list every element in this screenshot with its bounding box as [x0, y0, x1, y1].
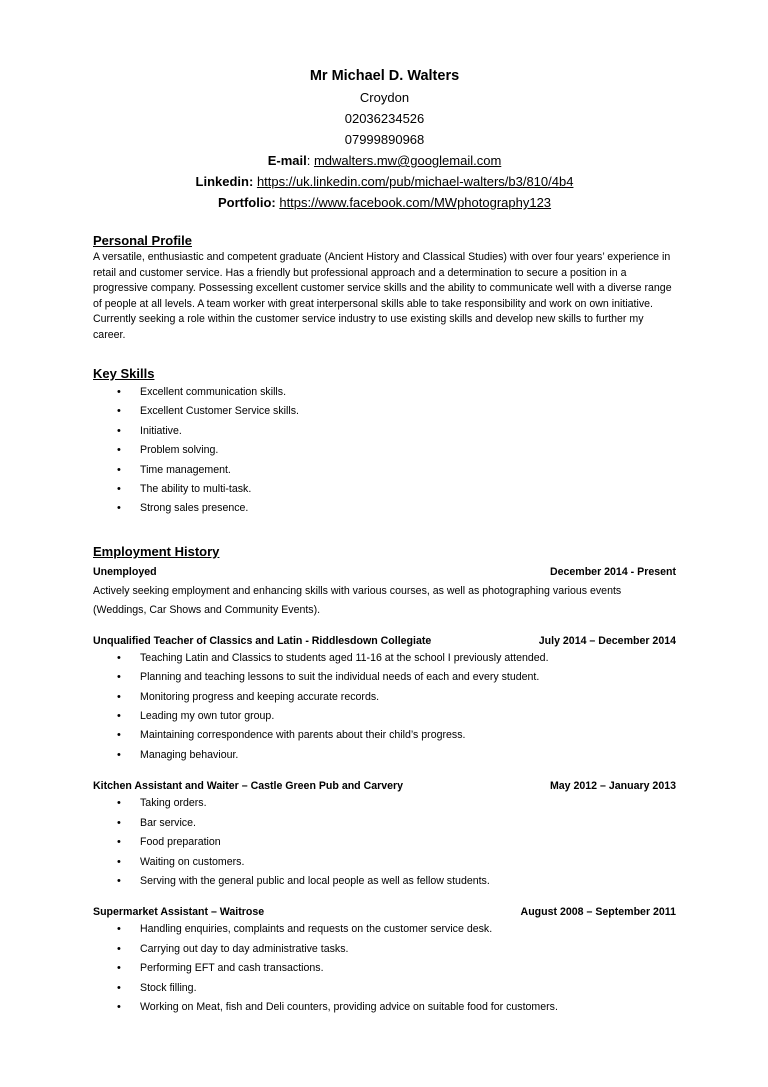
bullet-icon: • [117, 463, 121, 476]
location: Croydon [359, 90, 410, 105]
key-skills-list [93, 383, 676, 519]
duty-item: • Managing behaviour. [93, 746, 676, 765]
bullet-icon: • [117, 483, 121, 496]
bullet-icon: • [117, 671, 121, 684]
phone-landline: 02036234526 [344, 111, 425, 126]
job-dates: December 2014 - Present [549, 565, 676, 578]
job-dates: July 2014 – December 2014 [538, 634, 676, 647]
duty-item: • Waiting on customers. [93, 853, 676, 872]
bullet-icon: • [117, 855, 121, 868]
portfolio-label: Portfolio: [217, 195, 276, 210]
duty-item: • Monitoring progress and keeping accurate records. [93, 688, 676, 707]
bullet-icon: • [117, 942, 121, 955]
bullet-icon: • [117, 874, 121, 887]
job-title: Unqualified Teacher of Classics and Latin - Riddlesdown Collegiate [93, 634, 432, 647]
skill-item: • Initiative. [93, 422, 676, 441]
employment-history-section [93, 544, 676, 1018]
bullet-icon: • [117, 1000, 121, 1013]
bullet-icon: • [117, 836, 121, 849]
bullet-icon: • [117, 962, 121, 975]
portfolio-line [93, 192, 676, 213]
skill-item: • Excellent communication skills. [93, 383, 676, 402]
job-entry-supermarket-assistant [93, 904, 676, 1017]
duty-item: • Serving with the general public and local people as well as fellow students. [93, 872, 676, 891]
bullet-icon: • [117, 729, 121, 742]
duty-item: • Maintaining correspondence with parents about their child’s progress. [93, 726, 676, 745]
duty-item: • Food preparation [93, 833, 676, 852]
duty-item: • Teaching Latin and Classics to students aged 11-16 at the school I previously attended. [93, 649, 676, 668]
bullet-icon: • [117, 690, 121, 703]
bullet-icon: • [117, 651, 121, 664]
job-title: Unemployed [93, 565, 157, 578]
duty-item: • Carrying out day to day administrative tasks. [93, 940, 676, 959]
skill-item: • Excellent Customer Service skills. [93, 402, 676, 421]
job-entry-teacher [93, 633, 676, 765]
bullet-icon: • [117, 981, 121, 994]
bullet-icon: • [117, 424, 121, 437]
job-duties-list [93, 649, 676, 765]
employment-history-heading: Employment History [93, 543, 220, 559]
job-entry-kitchen-assistant [93, 778, 676, 891]
linkedin-line [93, 171, 676, 192]
job-title: Supermarket Assistant – Waitrose [93, 906, 265, 919]
bullet-icon: • [117, 405, 121, 418]
skill-item: • Time management. [93, 461, 676, 480]
duty-item: • Leading my own tutor group. [93, 707, 676, 726]
job-header [93, 633, 676, 649]
phone-mobile: 07999890968 [344, 132, 425, 147]
email-line: E-mail: mdwalters.mw@googlemail.com [267, 153, 502, 168]
job-description: Actively seeking employment and enhancing skills with various courses, as well as photographing various events (Weddings, Car Shows and Community Events). [93, 584, 622, 616]
job-duties-list [93, 920, 676, 1017]
bullet-icon: • [117, 502, 121, 515]
email-link[interactable]: mdwalters.mw@googlemail.com [313, 153, 502, 168]
personal-profile-text: A versatile, enthusiastic and competent graduate (Ancient History and Classical Studies) with over four years’ experience in retail and customer service. Has a friendly but professional approach and a determination to secure a position in a progressive company. Possessing excellent customer service skills and the ability to communicate well with a diverse range of people at all levels. A team worker with great interpersonal skills able to take responsibility and work on own initiative. Currently seeking a role within the customer service industry to use existing skills and develop new skills to further my career. [93, 251, 672, 341]
job-dates: August 2008 – September 2011 [520, 906, 676, 919]
skill-item: • Strong sales presence. [93, 499, 676, 518]
bullet-icon: • [117, 444, 121, 457]
email-label: E-mail [267, 153, 307, 168]
skill-item: • Problem solving. [93, 441, 676, 460]
bullet-icon: • [117, 748, 121, 761]
cv-header [93, 66, 676, 213]
duty-item: • Planning and teaching lessons to suit the individual needs of each and every student. [93, 668, 676, 687]
portfolio-link[interactable]: https://www.facebook.com/MWphotography123 [279, 195, 552, 210]
duty-item: • Taking orders. [93, 794, 676, 813]
personal-profile-heading: Personal Profile [93, 233, 192, 248]
duty-item: • Stock filling. [93, 979, 676, 998]
candidate-name: Mr Michael D. Walters [309, 68, 460, 84]
linkedin-link[interactable]: https://uk.linkedin.com/pub/michael-walters/b3/810/4b4 [256, 174, 574, 189]
personal-profile-section [93, 233, 676, 343]
key-skills-section [93, 366, 676, 519]
key-skills-heading: Key Skills [93, 366, 155, 381]
job-duties-list [93, 794, 676, 891]
skill-item: • The ability to multi-task. [93, 480, 676, 499]
job-header [93, 778, 676, 794]
job-header [93, 904, 676, 920]
job-header [93, 564, 676, 580]
bullet-icon: • [117, 797, 121, 810]
linkedin-label: Linkedin: [195, 174, 254, 189]
job-dates: May 2012 – January 2013 [549, 780, 676, 793]
job-title: Kitchen Assistant and Waiter – Castle Green Pub and Carvery [93, 780, 404, 793]
bullet-icon: • [117, 386, 121, 398]
duty-item: • Bar service. [93, 814, 676, 833]
duty-item: • Performing EFT and cash transactions. [93, 959, 676, 978]
bullet-icon: • [117, 923, 121, 936]
bullet-icon: • [117, 710, 121, 723]
duty-item: • Handling enquiries, complaints and requests on the customer service desk. [93, 920, 676, 939]
duty-item: • Working on Meat, fish and Deli counters, providing advice on suitable food for customers. [93, 998, 676, 1017]
bullet-icon: • [117, 816, 121, 829]
job-entry-unemployed [93, 564, 676, 620]
